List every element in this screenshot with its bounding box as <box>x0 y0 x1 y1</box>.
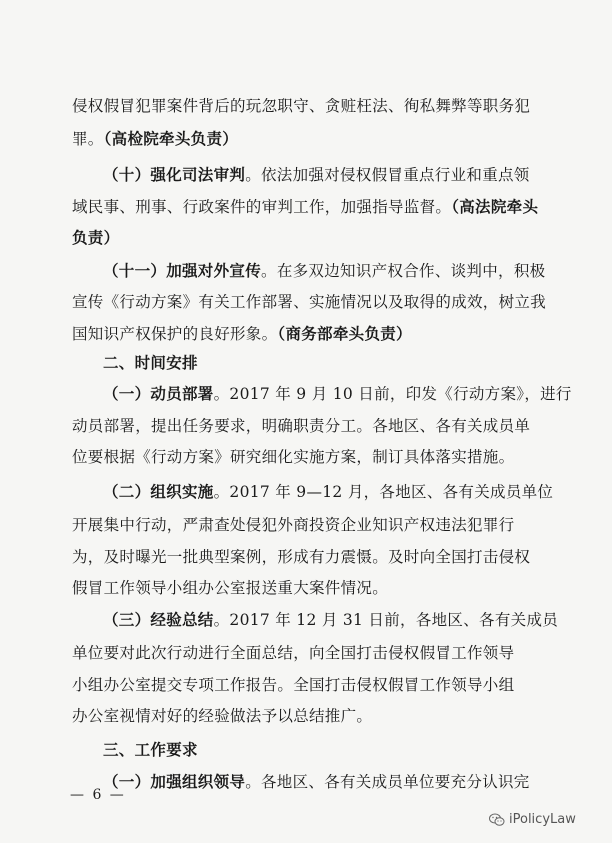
body-text-span: 侵权假冒犯罪案件背后的玩忽职守、贪赃枉法、徇私舞弊等职务犯 <box>72 97 531 115</box>
body-text-span: 。2017 年 9 月 10 日前，印发《行动方案》，进行 <box>213 385 572 403</box>
body-text-span: 位要根据《行动方案》研究细化实施方案，制订具体落实措施。 <box>72 448 515 466</box>
text-line <box>103 384 572 404</box>
text-line <box>103 261 546 281</box>
bold-text: （一）加强组织领导 <box>103 772 246 791</box>
body-text-span: 假冒工作领导小组办公室报送重大案件情况。 <box>72 579 389 597</box>
bold-text: （三）经验总结 <box>103 610 214 629</box>
bold-text: （商务部牵头负责） <box>277 324 412 343</box>
section-heading <box>103 353 543 373</box>
text-line <box>72 197 542 217</box>
section-heading <box>103 740 543 760</box>
body-text-span: 开展集中行动，严肃查处侵犯外商投资企业知识产权违法犯罪行 <box>72 516 515 534</box>
body-text-span: 办公室视情对好的经验做法予以总结推广。 <box>72 707 373 725</box>
page-number: — 6 — <box>70 787 126 803</box>
text-line <box>103 610 559 630</box>
wechat-icon <box>489 813 505 827</box>
bold-text: （高法院牵头 <box>451 197 539 216</box>
body-text-span: 动员部署，提出任务要求，明确职责分工。各地区、各有关成员单 <box>72 417 531 435</box>
text-line <box>72 292 547 312</box>
body-text-span: 小组办公室提交专项工作报告。全国打击侵权假冒工作领导小组 <box>72 676 515 694</box>
body-text-span: 宣传《行动方案》有关工作部署、实施情况以及取得的成效，树立我 <box>72 293 547 311</box>
watermark <box>489 812 576 827</box>
text-line <box>72 447 542 467</box>
bold-text: （高检院牵头负责） <box>103 129 239 148</box>
body-text-span: 。依法加强对侵权假冒重点行业和重点领 <box>245 166 530 184</box>
text-line <box>72 515 542 535</box>
text-line <box>72 578 542 598</box>
bold-text: （一）动员部署 <box>103 384 214 403</box>
body-text-span: 。各地区、各有关成员单位要充分认识完 <box>245 773 530 791</box>
bold-text: 二、时间安排 <box>103 354 198 372</box>
text-line <box>103 772 543 792</box>
text-line <box>103 165 543 185</box>
bold-text: 负责） <box>72 228 120 247</box>
text-line <box>72 643 542 663</box>
body-text-span: 域民事、刑事、行政案件的审判工作，加强指导监督。 <box>72 198 452 216</box>
text-line <box>72 547 542 567</box>
body-text-span: 单位要对此次行动进行全面总结，向全国打击侵权假冒工作领导 <box>72 644 515 662</box>
text-line <box>72 416 542 436</box>
text-line <box>72 129 542 149</box>
bold-text: （十一）加强对外宣传 <box>103 261 262 280</box>
text-line <box>72 706 542 726</box>
body-text-span: 。在多双边知识产权合作、谈判中，积极 <box>261 262 546 280</box>
text-line <box>72 675 542 695</box>
text-line <box>72 228 542 248</box>
watermark-text: iPolicyLaw <box>509 812 576 827</box>
body-text-span: 。2017 年 9—12 月，各地区、各有关成员单位 <box>213 483 554 501</box>
bold-text: 三、工作要求 <box>103 741 198 759</box>
bold-text: （二）组织实施 <box>103 482 214 501</box>
text-line <box>72 324 542 344</box>
text-line <box>103 482 554 502</box>
text-line <box>72 96 542 116</box>
body-text-span: 。2017 年 12 月 31 日前，各地区、各有关成员 <box>213 611 559 629</box>
body-text-span: 罪。 <box>72 130 104 148</box>
body-text-span: 为，及时曝光一批典型案例，形成有力震慑。及时向全国打击侵权 <box>72 548 531 566</box>
body-text-span: 国知识产权保护的良好形象。 <box>72 325 278 343</box>
bold-text: （十）强化司法审判 <box>103 165 246 184</box>
